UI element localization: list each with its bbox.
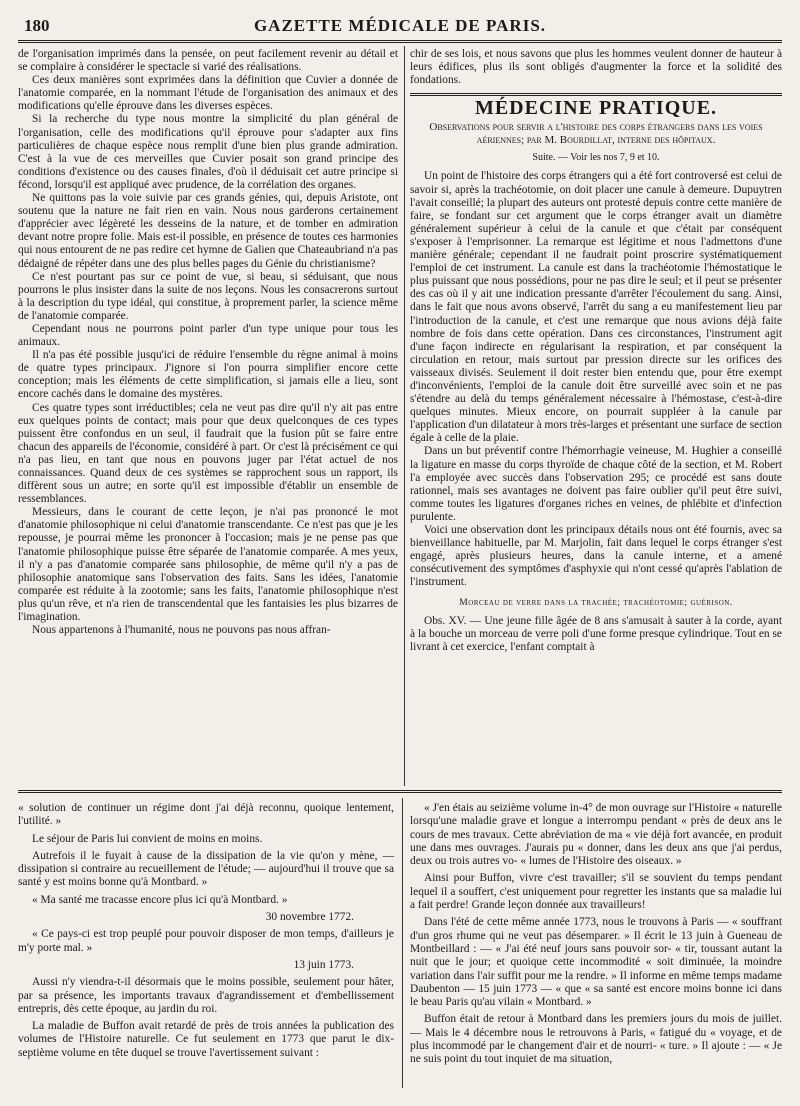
paragraph: chir de ses lois, et nous savons que plus les hommes veulent donner de hauteur à leurs édifices, plus ils sont obligés d'augmenter la force et la solidité des fondations. bbox=[410, 48, 782, 87]
paragraph: « J'en étais au seizième volume in-4° de mon ouvrage sur l'Histoire « naturelle lorsqu'une maladie grave et longue a interrompu pendant « près de deux ans le cours de mes travaux. Cette abréviation de ma « vie déjà fort avancée, en produit une dans mes ouvrages. J'aurais pu « donner, dans les deux ans que j'ai perdus, deux ou trois autres vo- « lumes de l'Histoire des oiseaux. » bbox=[410, 802, 782, 868]
paragraph: Buffon était de retour à Montbard dans les premiers jours du mois de juillet. — Mais le 4 décembre nous le retrouvons à Paris, « fatigué du « voyage, et de plus incommodé par le changement d'air et de nourri- « ture. » Il ajoute : — « Je ne suis point du tout inquiet de ma situation, bbox=[410, 1013, 782, 1066]
page-number: 180 bbox=[24, 16, 50, 35]
column-divider bbox=[404, 46, 405, 786]
paragraph: Messieurs, dans le courant de cette leçon, je n'ai pas prononcé le mot d'anatomie philosophique ni celui d'anatomie transcendante. Ce n'est pas que je les repousse, je pourrai même les prononcer à l'occasion; mais je ne pense pas que l'anatomie philosophique puisse être séparée de l'anatomie comparée. A mes yeux, il n'y a pas d'anatomie comparée sans philosophie, de même qu'il n'y a pas de philosophie anatomique sans l'observation des faits. Sans les idées, l'anatomie comparée est réduite à la zootomie; sans les faits, l'anatomie philosophique n'est plus qu'un rêve, et n'a rien de transcendental que les fantaisies les plus bizarres de l'imagination. bbox=[18, 506, 398, 624]
paragraph: Ces deux manières sont exprimées dans la définition que Cuvier a donnée de l'anatomie comparée, en la nommant l'étude de l'organisation des animaux et des modifications qu'elle éprouve dans les diverses espèces. bbox=[18, 74, 398, 113]
paragraph: Aussi n'y viendra-t-il désormais que le moins possible, seulement pour hâter, par sa présence, les importants travaux d'agrandissement et d'embellissement entrepris, dès cette époque, au jardin du roi. bbox=[18, 976, 394, 1015]
paragraph: Un point de l'histoire des corps étrangers qui a été fort controversé est celui de savoir si, après la trachéotomie, on doit placer une canule à demeure. Dupuytren l'avait conseillé; la plupart des auteurs ont protesté depuis contre cette manière de faire, se fondant sur cet argument que le corps étranger avait un diamètre généralement supérieur à celui de la canule et que c'était par conséquent s'exposer à l'emprisonner. La remarque est légitime et nous l'admettons d'une manière générale; cependant il ne faudrait point proscrire systématiquement l'emploi de cet instrument. La canule est dans la trachéotomie l'hémostatique le plus puissant que nous possédions, pour ne pas dire le seul; et il peut se présenter des cas où il y ait une indication pressante d'arrêter l'écoulement du sang. Ainsi, dans le fait que nous avons observé, l'arrêt du sang a eu manifestement lieu par l'introduction de la canule, et c'est une remarque que nous avions déjà faite nombre de fois dans cette opération. Dans ces circonstances, l'instrument agit d'une façon indirecte en régularisant la respiration, et par conséquent la circulation en retour, mais surtout par pression directe sur les orifices des vaisseaux divisés. Seulement il doit rester bien entendu que, pour être exempt d'inconvénients, l'emploi de la canule doit être surveillé avec soin et ne pas s'étendre au delà du temps généralement nécessaire à l'hémostase, c'est-à-dire quelques minutes. Mieux encore, on pourrait suppléer à la canule par l'application d'un dilatateur à mors très-larges et présentant une surface de section égale à celle de la plaie. bbox=[410, 170, 782, 445]
section-title: MÉDECINE PRATIQUE. bbox=[474, 97, 718, 120]
paragraph: Ne quittons pas la voie suivie par ces grands génies, qui, depuis Aristote, ont soutenu que la nature ne fait rien en vain. Nous nous garderons certainement d'apprécier avec légèreté les desseins de la nature, et de tomber en admiration devant notre propre folie. Mais est-il possible, en présence de toutes ces harmonies qui nous entourent de ne pas redire cet hymne de Galien que Chateaubriand n'a pas dédaigné de répéter dans une des plus belles pages du Génie du christianisme? bbox=[18, 192, 398, 270]
paragraph: « Ce pays-ci est trop peuplé pour pouvoir disposer de mon temps, d'ailleurs je m'y porte mal. » bbox=[18, 928, 394, 954]
letter-date: 30 novembre 1772. bbox=[265, 911, 354, 924]
paragraph: La maladie de Buffon avait retardé de près de trois années la publication des volumes de l'Histoire naturelle. Ce fut seulement en 1773 que parut le dix-septième volume en tête duquel se trouve l'avertissement suivant : bbox=[18, 1020, 394, 1059]
observation-heading: Morceau de verre dans la trachée; trachéotomie; guérison. bbox=[459, 598, 733, 609]
paragraph: Ainsi pour Buffon, vivre c'est travailler; s'il se souvient du temps pendant lequel il a souffert, c'est uniquement pour regretter les instants que sa maladie lui a fait perdre! Grande leçon donnée aux travailleurs! bbox=[410, 872, 782, 912]
left-column bbox=[18, 48, 398, 637]
journal-title: GAZETTE MÉDICALE DE PARIS. bbox=[253, 16, 547, 35]
article-suite-note: Suite. — Voir les nos 7, 9 et 10. bbox=[532, 152, 660, 164]
paragraph: Autrefois il le fuyait à cause de la dissipation de la vie qu'on y mène, — dissipation si contraire au recueillement de l'étude; — aujourd'hui il trouve que sa santé y est moins bonne qu'à Montbard. » bbox=[18, 849, 394, 889]
paragraph: Il n'a pas été possible jusqu'ici de réduire l'ensemble du règne animal à moins de quatre types principaux. J'ignore si l'on pourra simplifier encore cette conception; mais les éléments de cette simplification, si jamais elle a lieu, sont encore cachés dans le domaine des mystères. bbox=[18, 349, 398, 401]
letter-date: 13 juin 1773. bbox=[293, 958, 354, 971]
newspaper-page bbox=[18, 14, 782, 1094]
paragraph: Ce n'est pourtant pas sur ce point de vue, si beau, si séduisant, que nous pourrons le plus insister dans la suite de nos leçons. Nous les consacrerons surtout à la description du type idéal, qui constitue, à proprement parler, la science même de l'anatomie comparée. bbox=[18, 270, 398, 322]
paragraph: Nous appartenons à l'humanité, nous ne pouvons pas nous affran- bbox=[32, 624, 331, 637]
feuilleton-left-column bbox=[18, 802, 394, 1064]
paragraph: « Ma santé me tracasse encore plus ici qu'à Montbard. » bbox=[32, 893, 288, 906]
article-title: Observations pour servir a l'histoire des corps étrangers dans les voies aériennes; par M. Bourdillat, interne des hôpitaux. bbox=[429, 121, 763, 147]
page-header bbox=[18, 14, 782, 43]
paragraph: Ces quatre types sont irréductibles; cela ne veut pas dire qu'il n'y ait pas entre eux quelques points de contact; mais pour que deux quelconques de ces types puissent être confondus en un seul, il faudrait que la fusion pût se faire entre chacun des appareils de l'économie, considéré à part. Or c'est là précisément ce qui n'a pas lieu, en tant que nous en pouvons juger par l'état actuel de nos connaissances. Quand deux de ces systèmes se rapprochent sous un rapport, ils diffèrent sous un autre; en sorte qu'il est impossible d'établir un ensemble de ressemblances. bbox=[18, 401, 398, 506]
section-divider bbox=[410, 93, 782, 96]
paragraph: Obs. XV. — Une jeune fille âgée de 8 ans s'amusait à sauter à la corde, ayant à la bouche un morceau de verre poli d'une forme presque cylindrique. Tout en se livrant à cet exercice, l'enfant comptait à bbox=[410, 614, 782, 653]
paragraph: « solution de continuer un régime dont j'ai déjà reconnu, quoique lentement, l'utilité. » bbox=[18, 802, 394, 828]
right-column bbox=[410, 48, 782, 654]
feuilleton-right-column bbox=[410, 802, 782, 1071]
paragraph: Dans l'été de cette même année 1773, nous le trouvons à Paris — « souffrant d'un gros rhume qui ne veut pas désemparer. » Il écrit le 13 juin à Gueneau de Montbeillard : — « J'ai été neuf jours sans pouvoir sor- « tir, toussant autant la nuit que le jour; et quoique cette incommodité « soit diminuée, la moindre variation dans l'air suffit pour me la rendre. » Il informe en même temps madame Daubenton — 15 juin 1773 — « que « sa santé est encore moins bonne ici dans le beau Paris qu'au vilain « Montbard. » bbox=[410, 916, 782, 1009]
paragraph: Le séjour de Paris lui convient de moins en moins. bbox=[32, 832, 263, 845]
feuilleton-divider bbox=[18, 790, 782, 793]
paragraph: de l'organisation imprimés dans la pensée, on peut facilement revenir au détail et se complaire à considérer le spectacle si varié des réalisations. bbox=[18, 48, 398, 74]
paragraph: Voici une observation dont les principaux détails nous ont été fournis, avec sa bienveillance habituelle, par M. Marjolin, fait dans lequel le corps étranger s'est engagé, après plusieurs heures, dans la canule interne, et a amené consécutivement des symptômes d'asphyxie qui n'ont cessé qu'après l'ablation de l'instrument. bbox=[410, 524, 782, 589]
paragraph: Si la recherche du type nous montre la simplicité du plan général de l'organisation, celle des modifications qu'il éprouve pour s'adapter aux fins particulières de chaque espèce nous remplit d'une bien plus grande admiration. C'est à la vue de ces merveilles que Cuvier posait son grand principe des conditions d'existence ou des causes finales, d'où il déduisait cet autre principe si fécond, lorsqu'il est appliqué avec prudence, de la corrélation des organes. bbox=[18, 113, 398, 191]
paragraph: Dans un but préventif contre l'hémorrhagie veineuse, M. Hughier a conseillé la ligature en masse du corps thyroïde de chaque côté de la section, et M. Robert l'a employée avec succès dans l'observation 295; ce procédé est sans doute rationnel, mais ses avantages ne doivent pas faire oublier qu'il peut être suivi, comme toutes les ligatures d'organes riches en veines, de phlébite et d'infection purulente. bbox=[410, 445, 782, 523]
paragraph: Cependant nous ne pourrons point parler d'un type unique pour tous les animaux. bbox=[18, 322, 398, 349]
column-divider bbox=[402, 798, 403, 1088]
